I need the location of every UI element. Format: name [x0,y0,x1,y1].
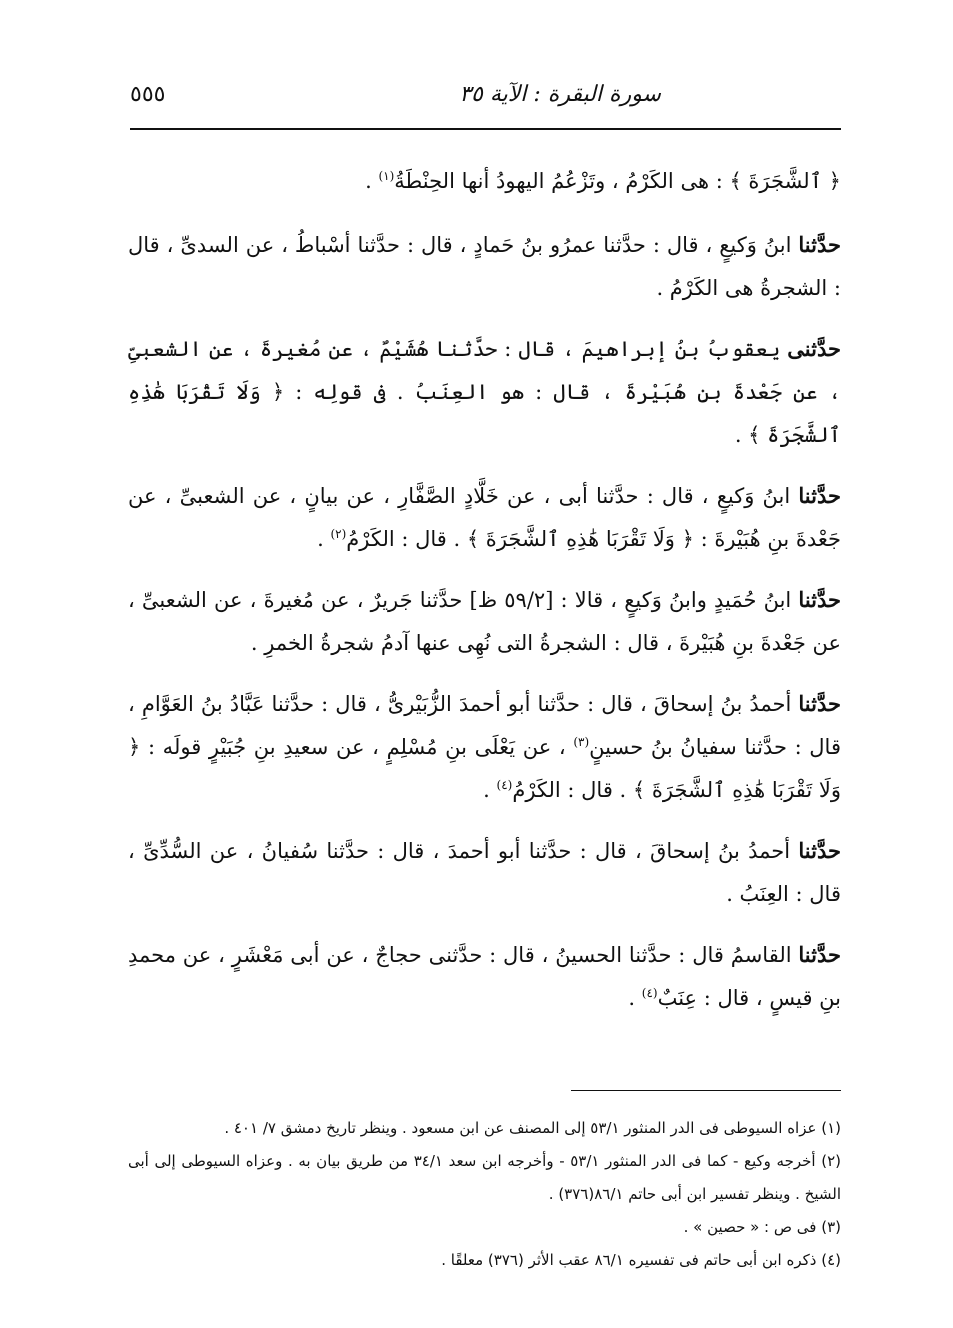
paragraph: حدَّثنا أحمدُ بنُ إسحاقَ ، قال : حدَّثنا أبو أحمدَ الزُّبَيْرىُّ ، قال : حدَّثنا عَبَّادُ بنُ العَوَّامِ ، قال : حدَّثنا سفيانُ بنُ حسينٍ$^{(٣)}$ ، عن يَعْلَى بنِ مُسْلِمٍ ، عن سعيدِ بنِ جُبَيْرٍ قولَه : ﴿ وَلَا تَقْرَبَا هَٰذِهِ ٱلشَّجَرَةَ ﴾ . قال : الكَرْمُ$^{(٤)}$ . [128,691,841,802]
paragraph: حدَّثنا أحمدُ بنُ إسحاقَ ، قال : حدَّثنا أبو أحمدَ ، قال : حدَّثنا سُفيانُ ، عن السُّدِّىِّ ، قال : العِنَبُ . [128,838,841,906]
isnad-lead: حدَّثنا [798,942,841,967]
page-number: ٥٥٥ [130,82,166,107]
isnad-lead: حدَّثنا [798,838,841,863]
isnad-lead: حدَّثنا [798,232,841,257]
footnote-ref: (٢) [330,527,347,541]
footnote: (٤) ذكره ابن أبى حاتم فى تفسيره ٨٦/١ عقب الأثر (٣٧٦) معلقًا . [441,1251,841,1269]
footnote-ref: (٣) [573,735,590,749]
footnote: (٢) أخرجه وكيع - كما فى الدر المنثور ٥٣/١ - وأخرجه ابن سعد ٣٤/١ من طريق بيان به . وعزاه السيوطى إلى أبى الشيخ . وينظر تفسير ابن أبى حاتم ٨٦/١(٣٧٦) . [128,1152,841,1203]
footnote-ref: (٤) [496,778,513,792]
paragraph: ﴿ ٱلشَّجَرَةَ ﴾ : هى الكَرْمُ ، وتَزْعُمُ اليهودُ أنها الحِنْطَةُ$^{(١)}$ . [365,169,841,193]
footnotes [128,1112,841,1277]
main-text [128,160,841,1037]
paragraph: حدَّثنا ابنُ وَكيعٍ ، قال : حدَّثنا أبى ، عن خَلَّادٍ الصَّفَّارِ ، عن بيانٍ ، عن الشعبىِّ ، عن جَعْدةَ بنِ هُبَيْرةَ : ﴿ وَلَا تَقْرَبَا هَٰذِهِ ٱلشَّجَرَةَ ﴾ . قال : الكَرْمُ$^{(٢)}$ . [128,483,841,551]
isnad-lead: حدَّثنا [798,483,841,508]
header-rule [130,128,841,130]
isnad-lead: حدَّثنا [798,691,841,716]
footnote: (٣) فى ص : « حصين » . [683,1218,841,1236]
footnote: (١) عزاه السيوطى فى الدر المنثور ٥٣/١ إلى المصنف عن ابن مسعود . وينظر تاريخ دمشق ٧/ ٤٠١ . [224,1119,841,1137]
header-title: سورة البقرة : الآية ٣٥ [459,82,661,107]
footnote-ref: (٤) [641,986,658,1000]
isnad-lead: حدَّثنى [787,336,841,361]
paragraph: حدَّثنا ابنُ وَكيعٍ ، قال : حدَّثنا عمرُو بنُ حَمادٍ ، قال : حدَّثنا أسْباطُ ، عن السدىِّ ، قال : الشجرةُ هى الكَرْمُ . [128,232,841,300]
paragraph: حدَّثنا ابنُ حُمَيدٍ وابنُ وَكيعٍ ، قالا : [٥٩/٢ ظ] حدَّثنا جَريرٌ ، عن مُغيرةَ ، عن الشعبىِّ ، عن جَعْدةَ بنِ هُبَيْرةَ ، قال : الشجرةُ التى نُهِى عنها آدمُ شجرةُ الخمرِ . [128,587,842,655]
footnote-separator [571,1090,841,1091]
paragraph: حدَّثنا القاسمُ قال : حدَّثنا الحسينُ ، قال : حدَّثنى حجاجٌ ، عن أبى مَعْشَرٍ ، عن محمدِ بنِ قيسٍ ، قال : عِنَبٌ$^{(٤)}$ . [128,942,841,1010]
isnad-lead: حدَّثنا [798,587,842,612]
footnote-ref: (١) [378,169,395,183]
paragraph: حدَّثنى يعقوبُ بنُ إبراهيمَ ، قال : حدَّثنا هُشَيْمٌ ، عن مُغيرةَ ، عن الشعبىِّ ، عن جَعْدةَ بنِ هُبَيْرةَ ، قال : هو العِنَبُ . فى قولِه : ﴿ وَلَا تَقْرَبَا هَٰذِهِ ٱلشَّجَرَةَ ﴾ . [128,336,841,447]
running-header [130,82,841,122]
